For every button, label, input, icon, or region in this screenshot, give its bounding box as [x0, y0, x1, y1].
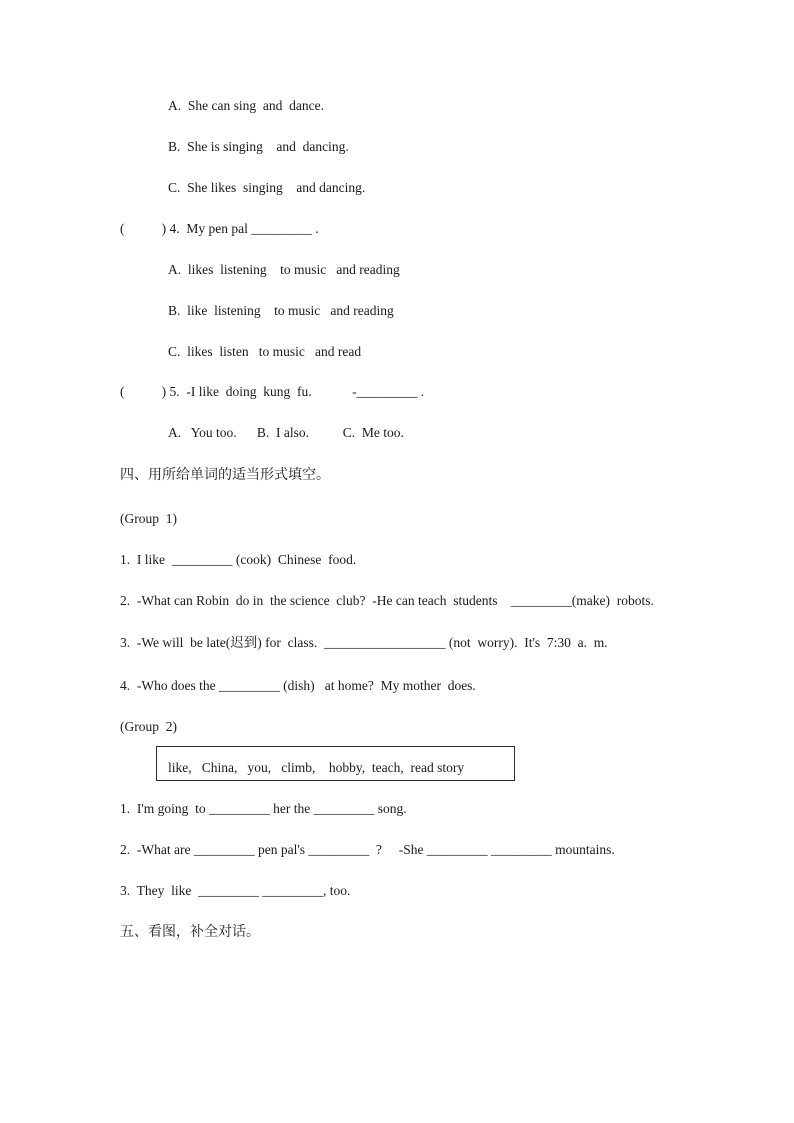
group-2-item-3: 3. They like _________ _________, too. — [120, 883, 351, 898]
group-1-item-4: 4. -Who does the _________ (dish) at home? My mother does. — [120, 678, 476, 693]
word-bank-box — [156, 746, 515, 781]
q4-option-b: B. like listening to music and reading — [168, 303, 394, 318]
q4-stem: ( ) 4. My pen pal _________ . — [120, 221, 319, 236]
group-1-item-2: 2. -What can Robin do in the science club? -He can teach students _________(make) robots. — [120, 593, 654, 608]
word-bank-text: like, China, you, climb, hobby, teach, read story — [168, 760, 465, 775]
group-1-label: (Group 1) — [120, 511, 177, 526]
q4-option-c: C. likes listen to music and read — [168, 344, 362, 359]
group-2-label: (Group 2) — [120, 719, 177, 734]
q3-option-a: A. She can sing and dance. — [168, 98, 324, 113]
group-2-item-1: 1. I'm going to _________ her the _________ song. — [120, 801, 407, 816]
q3-option-b: B. She is singing and dancing. — [168, 139, 349, 154]
q5-stem: ( ) 5. -I like doing kung fu. -_________ . — [120, 384, 425, 399]
q4-option-a: A. likes listening to music and reading — [168, 262, 400, 277]
q5-options: A. You too. B. I also. C. Me too. — [168, 425, 404, 440]
q3-option-c: C. She likes singing and dancing. — [168, 180, 366, 195]
group-2-item-2: 2. -What are _________ pen pal's _________ ? -She _________ _________ mountains. — [120, 842, 615, 857]
group-1-item-3: 3. -We will be late(迟到) for class. __________________ (not worry). It's 7:30 a. m. — [120, 635, 608, 650]
section-4-heading: 四、用所给单词的适当形式填空。 — [120, 467, 330, 483]
section-5-heading: 五、看图，补全对话。 — [120, 924, 260, 940]
group-1-item-1: 1. I like _________ (cook) Chinese food. — [120, 552, 357, 567]
